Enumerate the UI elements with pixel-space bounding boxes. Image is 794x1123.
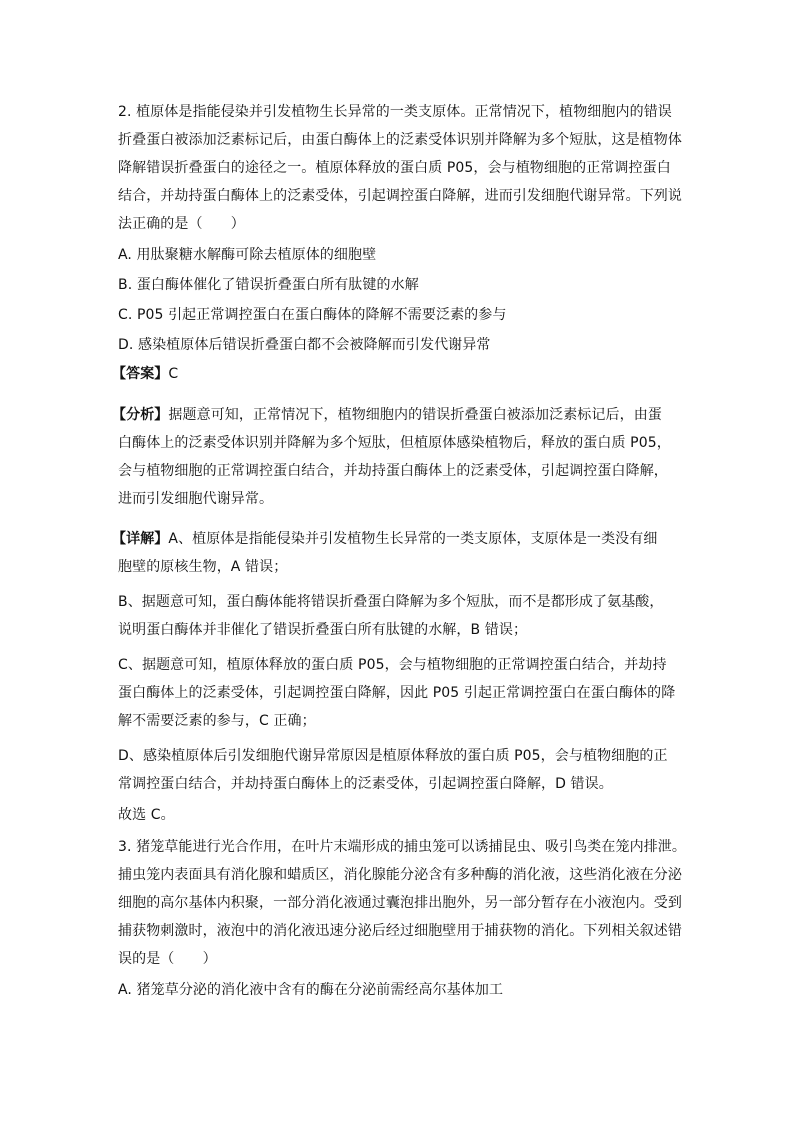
q2-option-a: A. 用肽聚糖水解酶可除去植原体的细胞壁 — [118, 247, 377, 263]
q2-detail-line: D、感染植原体后引发细胞代谢异常原因是植原体释放的蛋白质 P05，会与植物细胞的正 — [118, 748, 668, 764]
q2-detail-line: 常调控蛋白结合，并劫持蛋白酶体上的泛素受体，引起调控蛋白降解，D 错误。 — [118, 776, 613, 792]
q2-option-c: C. P05 引起正常调控蛋白在蛋白酶体的降解不需要泛素的参与 — [118, 307, 507, 323]
q2-detail-line: 说明蛋白酶体并非催化了错误折叠蛋白所有肽键的水解，B 错误； — [118, 622, 528, 638]
detail-label: 【详解】 — [112, 531, 169, 547]
q2-analysis-line — [112, 405, 662, 425]
q2-detail-line: C、据题意可知，植原体释放的蛋白质 P05，会与植物细胞的正常调控蛋白结合，并劫持 — [118, 657, 667, 673]
q3-stem-line: 捕获物刺激时，液泡中的消化液迅速分泌后经过细胞壁用于捕获物的消化。下列相关叙述错 — [118, 923, 682, 939]
q2-analysis-line: 会与植物细胞的正常调控蛋白结合，并劫持蛋白酶体上的泛素受体，引起调控蛋白降解， — [118, 463, 668, 479]
q2-option-b: B. 蛋白酶体催化了错误折叠蛋白所有肽键的水解 — [118, 277, 419, 293]
q2-detail-line: B、据题意可知，蛋白酶体能将错误折叠蛋白降解为多个短肽，而不是都形成了氨基酸， — [118, 594, 664, 610]
detail-text: A、植原体是指能侵染并引发植物生长异常的一类支原体，支原体是一类没有细 — [168, 531, 658, 547]
answer-label: 【答案】 — [112, 366, 169, 382]
q2-option-d: D. 感染植原体后错误折叠蛋白都不会被降解而引发代谢异常 — [118, 337, 491, 353]
q2-detail-line: 蛋白酶体上的泛素受体，引起调控蛋白降解，因此 P05 引起正常调控蛋白在蛋白酶体的降 — [118, 685, 676, 701]
q2-stem-line: 结合，并劫持蛋白酶体上的泛素受体，引起调控蛋白降解，进而引发细胞代谢异常。下列说 — [118, 188, 682, 204]
q2-stem-line: 2. 植原体是指能侵染并引发植物生长异常的一类支原体。正常情况下，植物细胞内的错误 — [118, 104, 672, 120]
answer-value: C — [168, 366, 179, 382]
q2-detail-line: 胞壁的原核生物，A 错误； — [118, 559, 288, 575]
q2-stem-line: 法正确的是（ ） — [118, 216, 245, 232]
q3-option-a: A. 猪笼草分泌的消化液中含有的酶在分泌前需经高尔基体加工 — [118, 982, 504, 998]
q2-analysis-line: 白酶体上的泛素受体识别并降解为多个短肽，但植原体感染植物后，释放的蛋白质 P05， — [118, 435, 671, 451]
q2-detail-line — [112, 529, 657, 549]
q2-stem-line: 折叠蛋白被添加泛素标记后，由蛋白酶体上的泛素受体识别并降解为多个短肽，这是植物体 — [118, 132, 682, 148]
q3-stem-line: 细胞的高尔基体内积聚，一部分消化液通过囊泡排出胞外，另一部分暂存在小液泡内。受到 — [118, 895, 682, 911]
q3-stem-line: 捕虫笼内表面具有消化腺和蜡质区，消化腺能分泌含有多种酶的消化液，这些消化液在分泌 — [118, 867, 682, 883]
q2-conclusion: 故选 C。 — [118, 807, 175, 823]
analysis-label: 【分析】 — [112, 407, 169, 423]
q3-stem-line: 3. 猪笼草能进行光合作用，在叶片末端形成的捕虫笼可以诱捕昆虫、吸引鸟类在笼内排泄。 — [118, 839, 687, 855]
q2-stem-line: 降解错误折叠蛋白的途径之一。植原体释放的蛋白质 P05，会与植物细胞的正常调控蛋白 — [118, 160, 671, 176]
q3-stem-line: 误的是（ ） — [118, 951, 217, 967]
analysis-text: 据题意可知，正常情况下，植物细胞内的错误折叠蛋白被添加泛素标记后，由蛋 — [168, 407, 662, 423]
q2-answer — [112, 364, 178, 384]
q2-analysis-line: 进而引发细胞代谢异常。 — [118, 491, 274, 507]
q2-detail-line: 解不需要泛素的参与，C 正确； — [118, 713, 316, 729]
